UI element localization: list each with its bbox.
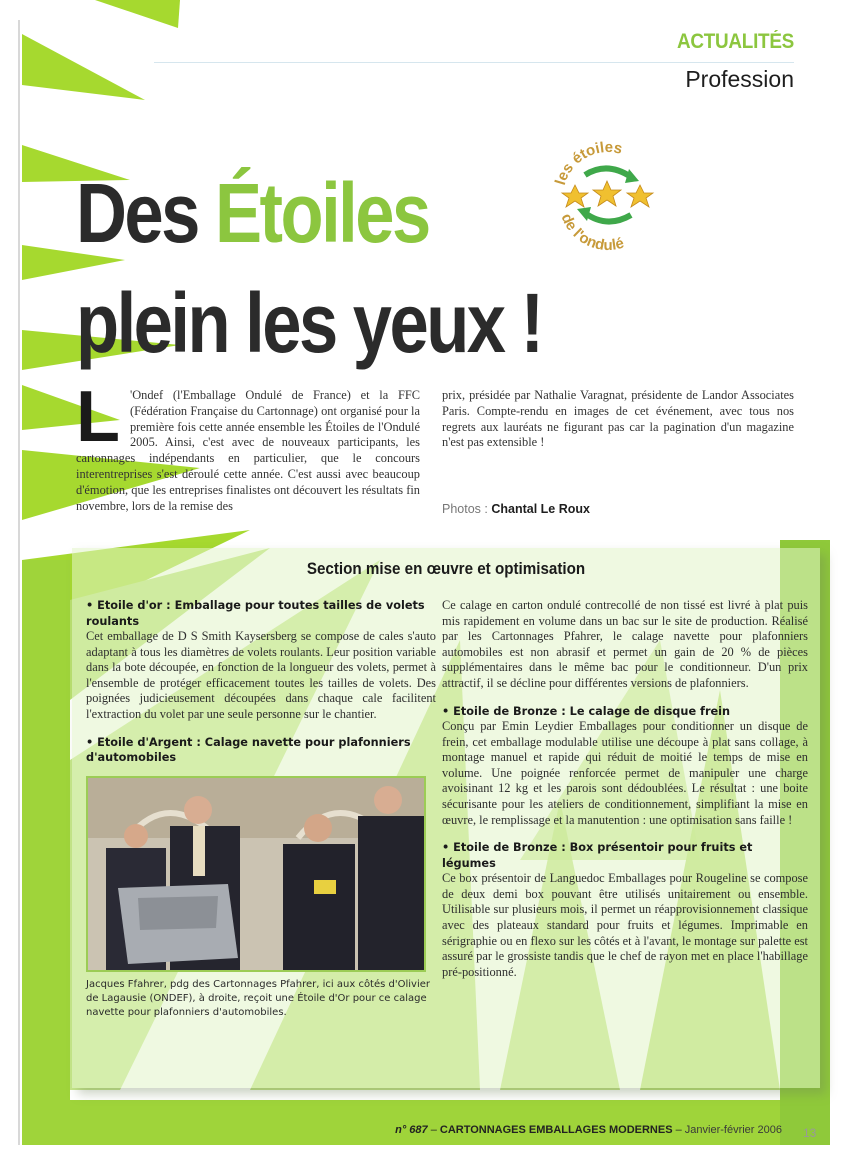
- award-title-bronze-2: • Etoile de Bronze : Box présentoir pour fruits et légumes: [442, 841, 753, 870]
- award-body-bronze-2: Ce box présentoir de Languedoc Emballages pour Rougeline se compose de deux demi box pouvant être utilisés unitairement ou ensemble. Utilisable sur plusieurs mois, il permet un réapprovisionnement classique avec des plateaux standard pour fruits et légumes. Imprimable en sérigraphie ou en flexo sur les côtés et à l'avant, le montage sur palette est assuré par le grossiste tandis que le chef de rayon met en place l'habillage pré-positionné.: [442, 871, 808, 979]
- subcategory-label: Profession: [685, 66, 794, 92]
- box-column-left: [86, 598, 436, 1020]
- intro-column-left: [76, 377, 420, 514]
- award-title-gold: • Etoile d'or : Emballage pour toutes tailles de volets roulants: [86, 599, 425, 628]
- title-accent: Étoiles: [214, 166, 429, 260]
- page-footer: [20, 1112, 790, 1148]
- photo-caption: Jacques Ffahrer, pdg des Cartonnages Pfahrer, ici aux côtés d'Olivier de Lagausie (ONDEF), à droite, reçoit une Étoile d'Or pour ce calage navette pour plafonniers d'automobiles.: [86, 978, 431, 1018]
- page-number: 13: [803, 1126, 817, 1140]
- footer-separator: –: [672, 1124, 685, 1136]
- issue-date: Janvier-février 2006: [684, 1124, 782, 1136]
- issue-number: n° 687: [395, 1124, 428, 1136]
- award-ceremony-photo: [86, 776, 426, 972]
- title-line-1: [76, 158, 542, 268]
- award-title-silver: • Etoile d'Argent : Calage navette pour plafonniers d'automobiles: [86, 735, 411, 765]
- credit-label: Photos :: [442, 502, 492, 516]
- svg-text:les étoiles: les étoiles: [551, 138, 624, 188]
- title-plain: Des: [76, 166, 215, 260]
- rubric-divider: [154, 62, 794, 63]
- awards-section-box: [72, 548, 820, 1088]
- section-title: Section mise en œuvre et optimisation: [306, 560, 586, 578]
- title-line-2: plein les yeux !: [76, 276, 542, 370]
- page-title: [76, 158, 542, 378]
- box-column-right: [442, 598, 808, 992]
- footer-separator: –: [427, 1124, 440, 1136]
- three-stars-recycle-arrows-icon: [545, 135, 670, 255]
- category-label: ACTUALITÉS: [677, 30, 794, 53]
- svg-text:de l'ondulé: de l'ondulé: [557, 211, 626, 254]
- page-fold-edge: [18, 20, 20, 1145]
- credit-name: Chantal Le Roux: [491, 502, 590, 516]
- award-body-gold: Cet emballage de D S Smith Kaysersberg se compose de cales s'auto adaptant à tous les diamètres de volets roulants. Leur position variable dans la bote découpée, en fonction de la longueur des volets, permet à l'ensemble de protéger efficacement toutes les tailles de volets. Des poignées judicieusement découpées dans chaque cale facilitent l'extraction du volet par une seule personne sur le chantier.: [86, 629, 436, 721]
- award-title-bronze-1: • Etoile de Bronze : Le calage de disque frein: [442, 704, 731, 718]
- award-body-bronze-1: Conçu par Emin Leydier Emballages pour conditionner un disque de frein, cet emballage modulable utilise une découpe à plat sans collage, à montage manuel et rapide qui réduit de moitié le temps de mise en volume. Une poignée renforcée permet de manipuler une charge avoisinant 12 kg et les parois sont dédoublées. Le résultat : une boite sécurisante pour les ateliers de conditionnement, simplifiant la mise en œuvre, le remplissage et la manutention : une optimisation sans faille !: [442, 719, 808, 827]
- section-rubric: [664, 30, 794, 93]
- four-men-in-suits-photo: [88, 778, 424, 970]
- photo-credit: [442, 502, 590, 516]
- drop-cap: L: [76, 377, 120, 457]
- award-body-silver: Ce calage en carton ondulé contrecollé de non tissé est livré à plat puis mis rapidement en volume dans un bac sur le site de production. Réalisé par les Cartonnages Pfahrer, le calage navette pour plafonniers automobiles est non abrasif et permet un gain de 20 % de pièces supplémentaires dans le même bac pour le conditionneur. D'un prix attractif, il se décline pour différentes versions de plafonniers.: [442, 598, 808, 690]
- magazine-name: CARTONNAGES EMBALLAGES MODERNES: [439, 1124, 673, 1136]
- intro-text-left: 'Ondef (l'Emballage Ondulé de France) et la FFC (Fédération Française du Cartonnage) ont organisé pour la première fois cette année ensemble les Étoiles de l'Ondulé 2005. Ainsi, c'est avec de nouveaux participants, les cartonnages indépendants en particulier, que le concours interentreprises s'est déroulé cette année. C'est aussi avec beaucoup d'émotion, que les entreprises finalistes ont découvert les résultats fin novembre, lors de la remise des: [76, 388, 420, 513]
- intro-column-right: prix, présidée par Nathalie Varagnat, présidente de Landor Associates Paris. Compte-rendu en images de cet événement, avec tous nos regrets aux lauréats ne figurant pas car la pagination d'un magazine n'est pas extensible !: [442, 388, 794, 450]
- footer-text: [395, 1124, 782, 1136]
